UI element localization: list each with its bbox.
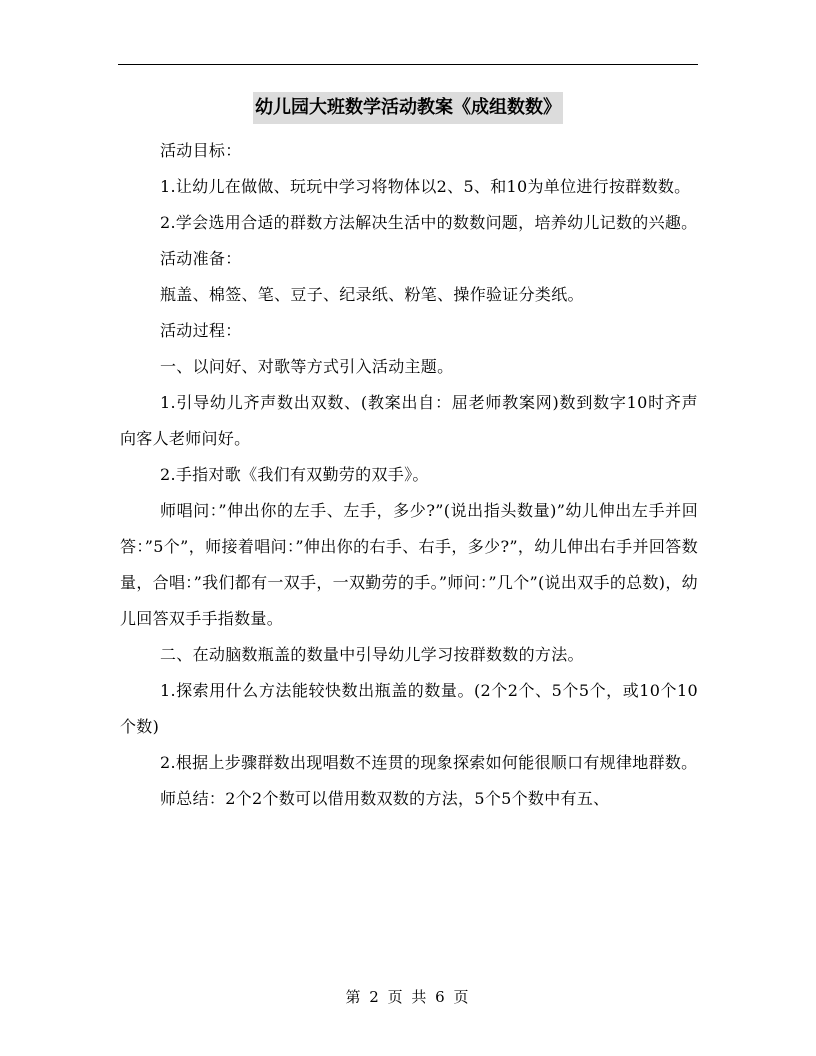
paragraph: 2.手指对歌《我们有双勤劳的双手》。 bbox=[160, 465, 429, 484]
paragraph: 师总结：2个2个数可以借用数双数的方法，5个5个数中有五、 bbox=[160, 789, 610, 808]
document-title: 幼儿园大班数学活动教案《成组数数》 bbox=[253, 92, 563, 124]
header-rule bbox=[118, 64, 698, 65]
paragraph: 瓶盖、棉签、笔、豆子、纪录纸、粉笔、操作验证分类纸。 bbox=[160, 285, 584, 304]
document-body bbox=[120, 133, 698, 817]
title-container bbox=[0, 92, 816, 124]
paragraph: 活动过程： bbox=[160, 321, 242, 340]
page-footer: 第 2 页 共 6 页 bbox=[345, 988, 471, 1006]
paragraph: 活动目标： bbox=[160, 141, 242, 160]
paragraph: 师唱问：”伸出你的左手、左手，多少?”(说出指头数量)”幼儿伸出左手并回答：”5个”，师接着唱问：”伸出你的右手、右手，多少?”，幼儿伸出右手并回答数量，合唱：”我们都有一双手，一双勤劳的手。”师问：”几个”(说出双手的总数)，幼儿回答双手手指数量。 bbox=[120, 501, 698, 628]
paragraph: 活动准备： bbox=[160, 249, 242, 268]
paragraph: 1.让幼儿在做做、玩玩中学习将物体以2、5、和10为单位进行按群数数。 bbox=[160, 177, 691, 196]
paragraph: 1.引导幼儿齐声数出双数、(教案出自：屈老师教案网)数到数字10时齐声向客人老师问好。 bbox=[120, 393, 698, 448]
paragraph: 2.根据上步骤群数出现唱数不连贯的现象探索如何能很顺口有规律地群数。 bbox=[160, 753, 698, 772]
paragraph: 一、以问好、对歌等方式引入活动主题。 bbox=[160, 357, 454, 376]
paragraph: 2.学会选用合适的群数方法解决生活中的数数问题，培养幼儿记数的兴趣。 bbox=[160, 213, 698, 232]
paragraph: 二、在动脑数瓶盖的数量中引导幼儿学习按群数数的方法。 bbox=[160, 645, 584, 664]
paragraph: 1.探索用什么方法能较快数出瓶盖的数量。(2个2个、5个5个，或10个10个数) bbox=[120, 681, 698, 736]
